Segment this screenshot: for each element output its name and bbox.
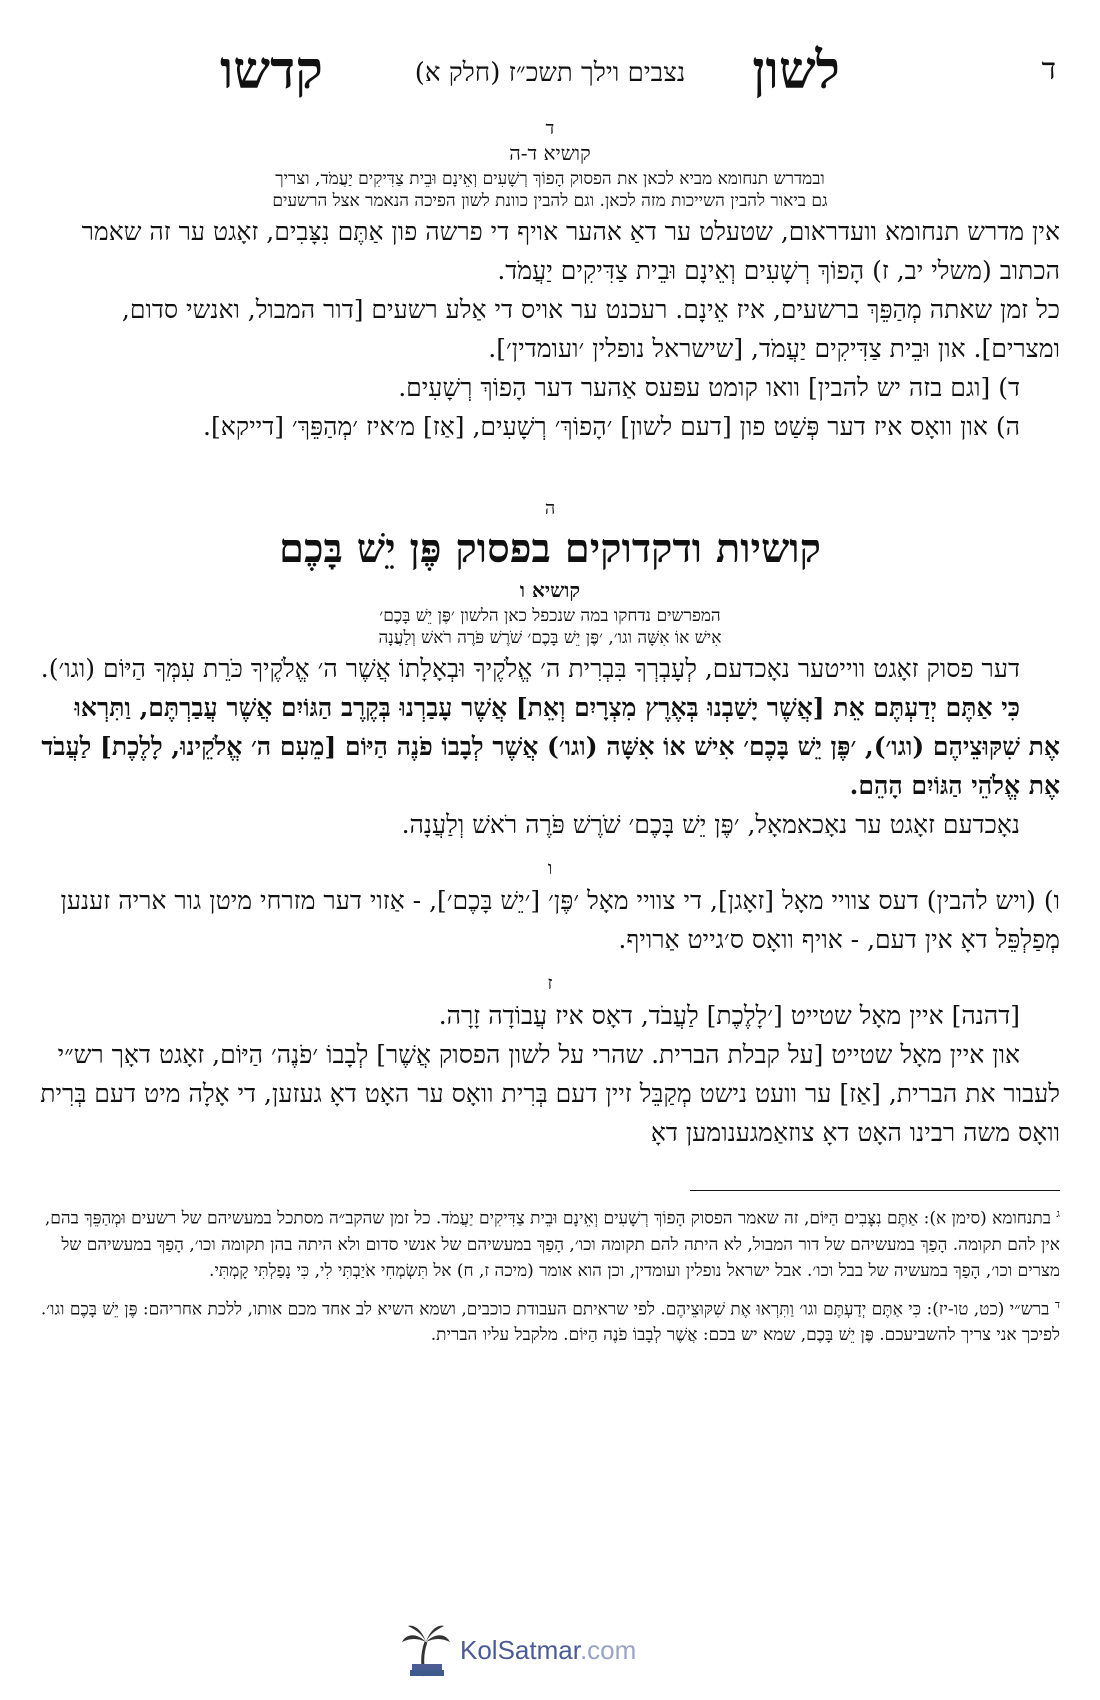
section-letter: ו xyxy=(547,858,553,879)
footnote-text: ברש״י (כט, טו-יז): כִּי אַתֶּם יְדַעְתֶּם וגו׳ וַתִּרְאוּ אֶת שִׁקּוּצֵיהֶם. לפי שראיתם העבודת כוכבים, ושמא השיא לב אחד מכם אותו, ללכת אחריהם: פֶּן יֵשׁ בָּכֶם וגו׳. לפיכך אני צריך להשביעכם. פֶּן יֵשׁ בָּכֶם, שמא יש בכם: אֲשֶׁר לְבָבוֹ פֹנֶה הַיּוֹם. מלקבל עליו הברית. xyxy=(40,1299,1060,1346)
kushya-summary-line: המפרשים נדחקו במה שנכפל כאן הלשון ׳פֶּן יֵשׁ בָּכֶם׳ xyxy=(379,606,721,626)
kushya-summary-line: גם ביאור להבין השייכות מזה לכאן. וגם להבין כוונת לשון הפיכה הנאמר אצל הרשעים xyxy=(272,191,828,211)
section-4 xyxy=(40,118,1060,446)
section-letter: ה xyxy=(544,498,556,519)
paragraph: כל זמן שאתה מְהַפֵּךְ ברשעים, איז אֵינָם. רעכנט ער אויס די אַלע רשעים [דור המבול, ואנשי סדום, ומצרים]. און וּבֵית צַדִּיקִים יַעֲמֹד, [שישראל נופלין ׳ועומדין׳]. xyxy=(121,295,1060,363)
paragraph: ה) און וואָס איז דער פְּשַׁט פון [דעם לשון] ׳הָפוֹךְ׳ רְשָׁעִים, [אַז] מ׳איז ׳מְהַפֵּךְ׳ [דייקא]. xyxy=(203,412,1020,441)
footnote-text: בתנחומא (סימן א): אַתֶּם נִצָּבִים הַיּוֹם, זה שאמר הפסוק הָפוֹךְ רְשָׁעִים וְאֵינָם וּבֵית צַדִּיקִים יַעֲמֹד. כל זמן שהקב״ה מסתכל במעשיהם של רשעים וּמְהַפֵּךְ בהם, אין להם תקומה. הָפַךְ במעשיהם של דור המבול, לא היתה להם תקומה וכו׳, הָפַךְ במעשיהם של אנשי סדום ולא היתה בהן תקומה וכו׳, הָפַךְ במעשיהם של מצרים וכו׳, הָפַךְ במעשיה של בבל וכו׳. אבל ישראל נופלין ועומדין, וכן הוא אומר (מיכה ז, ח) אל תִּשְׂמְחִי אֹיַבְתִּי לִי, כִּי נָפַלְתִּי קָמְתִּי. xyxy=(44,1208,1060,1281)
brand-name: KolSatmar xyxy=(460,1634,580,1665)
section-7 xyxy=(40,973,1060,1152)
paragraph: אין מדרש תנחומא וועדראום, שטעלט ער דאַ אהער אויף די פרשה פון אַתֶּם נִצָּבִים, זאָגט ער זה שאמר הכתוב (משלי יב, ז) הָפוֹךְ רְשָׁעִים וְאֵינָם וּבֵית צַדִּיקִים יַעֲמֹד. xyxy=(81,217,1060,285)
brand-text xyxy=(460,1635,636,1666)
running-head: נצבים וילך תשכ״ז (חלק א) xyxy=(414,58,686,88)
footnote-mark: ג xyxy=(1056,1207,1060,1220)
footnote xyxy=(40,1292,1060,1349)
section-5 xyxy=(40,498,1060,844)
footnote-separator xyxy=(690,1190,1060,1191)
site-logo xyxy=(400,1620,636,1680)
paragraph: כִּי אַתֶּם יְדַעְתֶּם אֵת [אֲשֶׁר יָשַׁבְנוּ בְּאֶרֶץ מִצְרָיִם וְאֵת] אֲשֶׁר עָבַרְנוּ בְּקֶרֶב הַגּוֹיִם אֲשֶׁר עֲבַרְתֶּם, וַתִּרְאוּ אֶת שִׁקּוּצֵיהֶם (וגו׳), ׳פֶּן יֵשׁ בָּכֶם׳ אִישׁ אוֹ אִשָּׁה (וגו׳) אֲשֶׁר לְבָבוֹ פֹנֶה הַיּוֹם [מֵעִם ה׳ אֱלֹקֵינוּ, לָלֶכֶת] לַעֲבֹד אֶת אֱלֹהֵי הַגּוֹיִם הָהֵם. xyxy=(41,693,1060,800)
section-6 xyxy=(40,858,1060,959)
footnote xyxy=(40,1201,1060,1284)
book-title-left: קדשו xyxy=(220,40,323,101)
book-title-right: לשון xyxy=(752,40,840,101)
paragraph: נאָכדעם זאָגט ער נאָכאמאָל, ׳פֶּן יֵשׁ בָּכֶם׳ שֹׁרֶשׁ פֹּרֶה רֹאשׁ וְלַעֲנָה. xyxy=(401,810,1020,839)
kushya-heading: קושיא ד-ה xyxy=(509,141,591,165)
paragraph: ד) [וגם בזה יש להבין] וואו קומט עפּעס אַהער דער הָפוֹךְ רְשָׁעִים. xyxy=(398,373,1020,402)
kushya-heading: קושיא ו xyxy=(519,578,581,602)
page-header xyxy=(40,40,1060,110)
paragraph: און איין מאָל שטייט [על קבלת הברית. שהרי על לשון הפסוק אֲשֶׁר] לְבָבוֹ ׳פֹנֶה׳ הַיּוֹם, זאָגט דאָך רש״י לעבור את הברית, [אַז] ער וועט נישט מְקַבֵּל זיין דעם בְּרִית וואָס ער האָט דאָ געזען, די אָלָה מיט דעם בְּרִית וואָס משה רבינו האָט דאָ צוזאַמגענומען דאָ xyxy=(40,1040,1060,1147)
brand-suffix: .com xyxy=(579,1634,637,1665)
section-title: קושיות ודקדוקים בפסוק פֶּן יֵשׁ בָּכֶם xyxy=(279,525,821,572)
palm-tree-icon xyxy=(400,1622,452,1678)
document-page xyxy=(40,40,1060,1680)
section-letter: ז xyxy=(547,973,553,994)
paragraph: [דהנה] איין מאָל שטייט [׳לָלֶכֶת] לַעֲבֹד, דאָס איז עֲבוֹדָה זָרָה. xyxy=(438,1001,1020,1030)
paragraph: ו) (ויש להבין) דעס צוויי מאָל [זאָגן], די צוויי מאָל ׳פֶּן׳ [׳יֵשׁ בָּכֶם׳], - אַזוי דער מזרחי מיטן גור אריה זענען מְפַלְפֵּל דאָ אין דעם, - אויף וואָס ס׳גייט אַרויף. xyxy=(60,886,1060,954)
paragraph: דער פסוק זאָגט ווייטער נאָכדעם, לְעָבְרְךָ בִּבְרִית ה׳ אֱלֹקֶיךָ וּבְאָלָתוֹ אֲשֶׁר ה׳ אֱלֹקֶיךָ כֹּרֵת עִמְּךָ הַיּוֹם (וגו׳). xyxy=(40,654,1020,683)
kushya-summary-line: אִישׁ אוֹ אִשָּׁה וגו׳, ׳פֶּן יֵשׁ בָּכֶם׳ שֹׁרֶשׁ פֹּרֶה רֹאשׁ וְלַעֲנָה xyxy=(378,628,722,648)
footnotes xyxy=(40,1201,1060,1348)
kushya-summary-line: ובמדרש תנחומא מביא לכאן את הפסוק הָפוֹךְ רְשָׁעִים וְאֵינָם וּבֵית צַדִּיקִים יַעֲמֹד, וצריך xyxy=(275,169,825,189)
page-number: ד xyxy=(1041,52,1056,87)
section-letter: ד xyxy=(545,118,555,139)
footnote-mark: ד xyxy=(1054,1297,1060,1311)
